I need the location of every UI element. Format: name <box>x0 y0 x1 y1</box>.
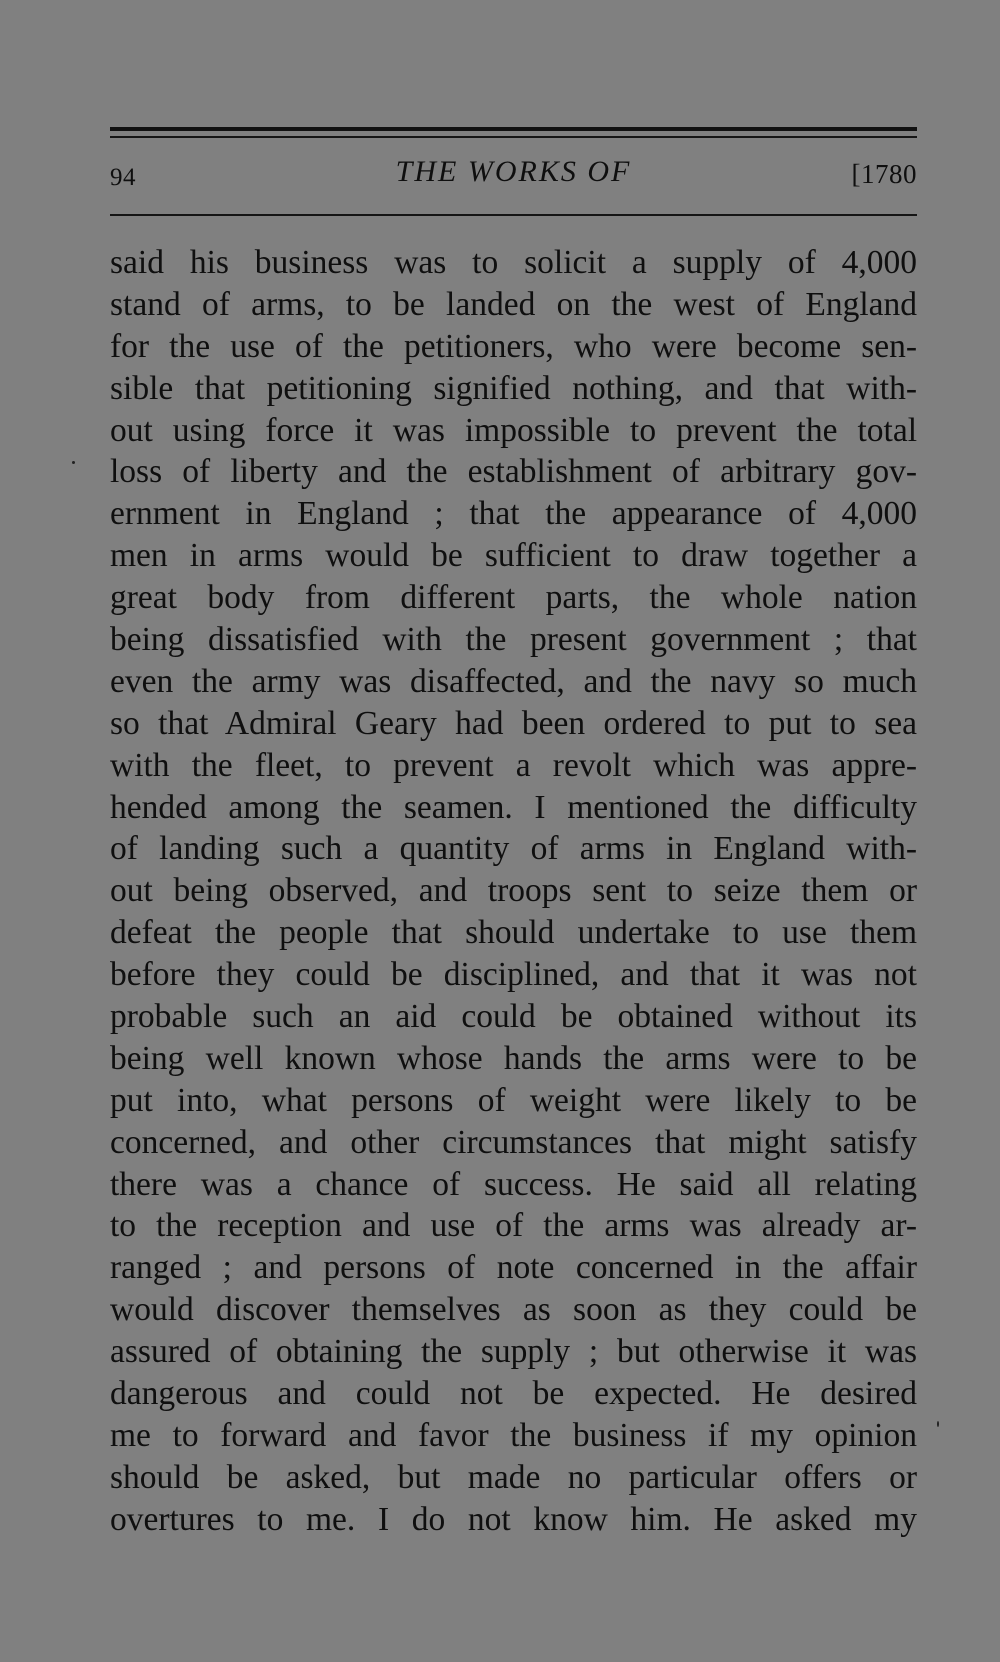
text-line: overtures to me. I do not know him. He asked my <box>110 1500 917 1538</box>
running-title: THE WORKS OF <box>395 155 632 188</box>
scan-speck <box>72 461 75 464</box>
text-line: me to forward and favor the business if my opinion <box>110 1416 917 1454</box>
header-rule-bottom <box>110 214 917 216</box>
text-line: of landing such a quantity of arms in England with- <box>110 830 917 868</box>
text-line: should be asked, but made no particular offers or <box>110 1458 917 1496</box>
text-line: defeat the people that should undertake to use them <box>110 914 917 952</box>
text-line: stand of arms, to be landed on the west of England <box>110 285 917 323</box>
page-number: 94 <box>110 164 136 191</box>
year-mark: [1780 <box>851 159 917 189</box>
text-line: assured of obtaining the supply ; but otherwise it was <box>110 1333 917 1371</box>
text-line: to the reception and use of the arms was already ar- <box>110 1207 917 1245</box>
text-line: men in arms would be sufficient to draw together a <box>110 537 917 575</box>
text-line: ranged ; and persons of note concerned in the affair <box>110 1249 917 1287</box>
text-line: being well known whose hands the arms were to be <box>110 1039 917 1077</box>
text-line: with the fleet, to prevent a revolt which was appre- <box>110 746 917 784</box>
text-line: probable such an aid could be obtained without its <box>110 998 917 1036</box>
text-line: said his business was to solicit a supply of 4,000 <box>110 244 917 281</box>
text-line: would discover themselves as soon as they could be <box>110 1291 917 1329</box>
text-line: so that Admiral Geary had been ordered to put to sea <box>110 704 917 742</box>
text-line: concerned, and other circumstances that might satisfy <box>110 1123 917 1161</box>
header-rule-second <box>110 136 917 138</box>
book-page <box>110 0 917 1662</box>
text-line: even the army was disaffected, and the navy so much <box>110 662 917 700</box>
text-line: ernment in England ; that the appearance of 4,000 <box>110 495 917 533</box>
text-line: before they could be disciplined, and that it was not <box>110 956 917 994</box>
text-line: for the use of the petitioners, who were become sen- <box>110 327 917 365</box>
text-line: hended among the seamen. I mentioned the difficulty <box>110 788 917 826</box>
header-rule-top <box>110 127 917 131</box>
scan-speck <box>937 1421 939 1427</box>
text-line: out using force it was impossible to prevent the total <box>110 411 917 449</box>
text-line: being dissatisfied with the present government ; that <box>110 621 917 659</box>
body-text <box>110 242 917 1541</box>
text-line: loss of liberty and the establishment of arbitrary gov- <box>110 453 917 491</box>
text-line: sible that petitioning signified nothing, and that with- <box>110 369 917 407</box>
running-header <box>110 155 917 199</box>
text-line: put into, what persons of weight were likely to be <box>110 1081 917 1119</box>
text-line: dangerous and could not be expected. He desired <box>110 1375 917 1413</box>
text-line: there was a chance of success. He said all relating <box>110 1165 917 1203</box>
text-line: out being observed, and troops sent to seize them or <box>110 872 917 910</box>
text-line: great body from different parts, the whole nation <box>110 579 917 617</box>
